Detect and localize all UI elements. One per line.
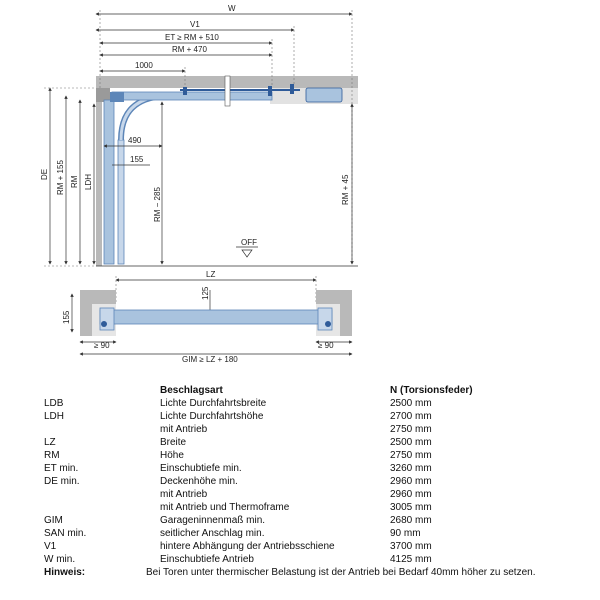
door-leaf-plan [100,310,332,324]
table-row-desc: mit Antrieb und Thermoframe [160,502,290,513]
table-row-desc: Einschubtiefe min. [160,463,242,474]
table-row-abbr: SAN min. [44,528,87,539]
dim-155: 155 [130,155,144,164]
table-row-abbr: LZ [44,437,56,448]
table-row-value: 2960 mm [390,489,432,500]
spring-shaft [110,92,124,102]
table-row-desc: Lichte Durchfahrtshöhe [160,411,264,422]
dim-de: DE [40,168,49,180]
table-row-abbr: ET min. [44,463,79,474]
table-row-value: 2700 mm [390,411,432,422]
lintel-wall [96,88,102,266]
dim-ldh: LDH [84,173,93,190]
table-row-value: 2750 mm [390,424,432,435]
table-header-label: Beschlagsart [160,385,223,396]
table-row-desc: Deckenhöhe min. [160,476,238,487]
dim-ge90-left: ≥ 90 [94,341,110,350]
vertical-track [118,140,124,264]
table-row-value: 90 mm [390,528,421,539]
dim-lz: LZ [206,270,216,279]
rail-mount-1 [183,87,187,95]
table-row-desc: hintere Abhängung der Antriebsschiene [160,541,335,552]
table-row-value: 2500 mm [390,437,432,448]
off-label: OFF [241,238,257,247]
dim-et: ET ≥ RM + 510 [165,33,219,42]
table-row-abbr: LDH [44,411,65,422]
table-row-abbr: LDB [44,398,64,409]
table-row-value: 3005 mm [390,502,432,513]
note-label: Hinweis: [44,567,86,578]
track-curve [121,96,165,140]
table-row-desc: Höhe [160,450,184,461]
door-frame-left [100,308,114,330]
side-section-drawing [0,0,600,275]
dim-ge90-right: ≥ 90 [318,341,334,350]
table-row-value: 4125 mm [390,554,432,565]
operator-motor [306,88,342,102]
horizontal-track [112,92,272,100]
table-row-desc: Einschubtiefe Antrieb [160,554,254,565]
dim-rm155: RM + 155 [56,160,65,195]
table-row-abbr: RM [44,450,60,461]
plan-section-drawing [0,268,600,368]
dim-gim: GIM ≥ LZ + 180 [182,355,238,364]
table-row-abbr: GIM [44,515,63,526]
table-row-desc: mit Antrieb [160,489,208,500]
dim-rm470: RM + 470 [172,45,207,54]
table-row-value: 2960 mm [390,476,432,487]
table-row-desc: mit Antrieb [160,424,208,435]
table-row-abbr: DE min. [44,476,80,487]
door-frame-right [318,308,332,330]
dim-125: 125 [201,286,210,300]
dim-rm: RM [70,175,79,188]
table-row-desc: seitlicher Anschlag min. [160,528,265,539]
rail-mount-3 [290,84,294,94]
hanger-bracket [225,76,230,106]
rail-mount-2 [268,86,272,96]
dim-w: W [228,4,236,13]
dim-490: 490 [128,136,142,145]
table-row-desc: Breite [160,437,187,448]
table-row-value: 2750 mm [390,450,432,461]
dim-1000: 1000 [135,61,153,70]
dim-rm45: RM + 45 [341,174,350,205]
off-marker-icon [242,250,252,257]
table-header-value: N (Torsionsfeder) [390,385,473,396]
spec-table [0,380,600,600]
table-row-value: 3700 mm [390,541,432,552]
dim-155-plan: 155 [62,310,71,324]
roller-left [101,321,107,327]
table-row-value: 2500 mm [390,398,432,409]
table-row-desc: Garageninnenmaß min. [160,515,266,526]
note-text: Bei Toren unter thermischer Belastung ist der Antrieb bei Bedarf 40mm höher zu setzen. [146,567,536,578]
table-row-abbr: W min. [44,554,76,565]
table-row-abbr: V1 [44,541,57,552]
table-row-value: 2680 mm [390,515,432,526]
door-leaf-vertical [104,100,114,264]
table-row-value: 3260 mm [390,463,432,474]
dim-rm285: RM − 285 [153,187,162,222]
dim-v1: V1 [190,20,200,29]
roller-right [325,321,331,327]
table-row-desc: Lichte Durchfahrtsbreite [160,398,267,409]
